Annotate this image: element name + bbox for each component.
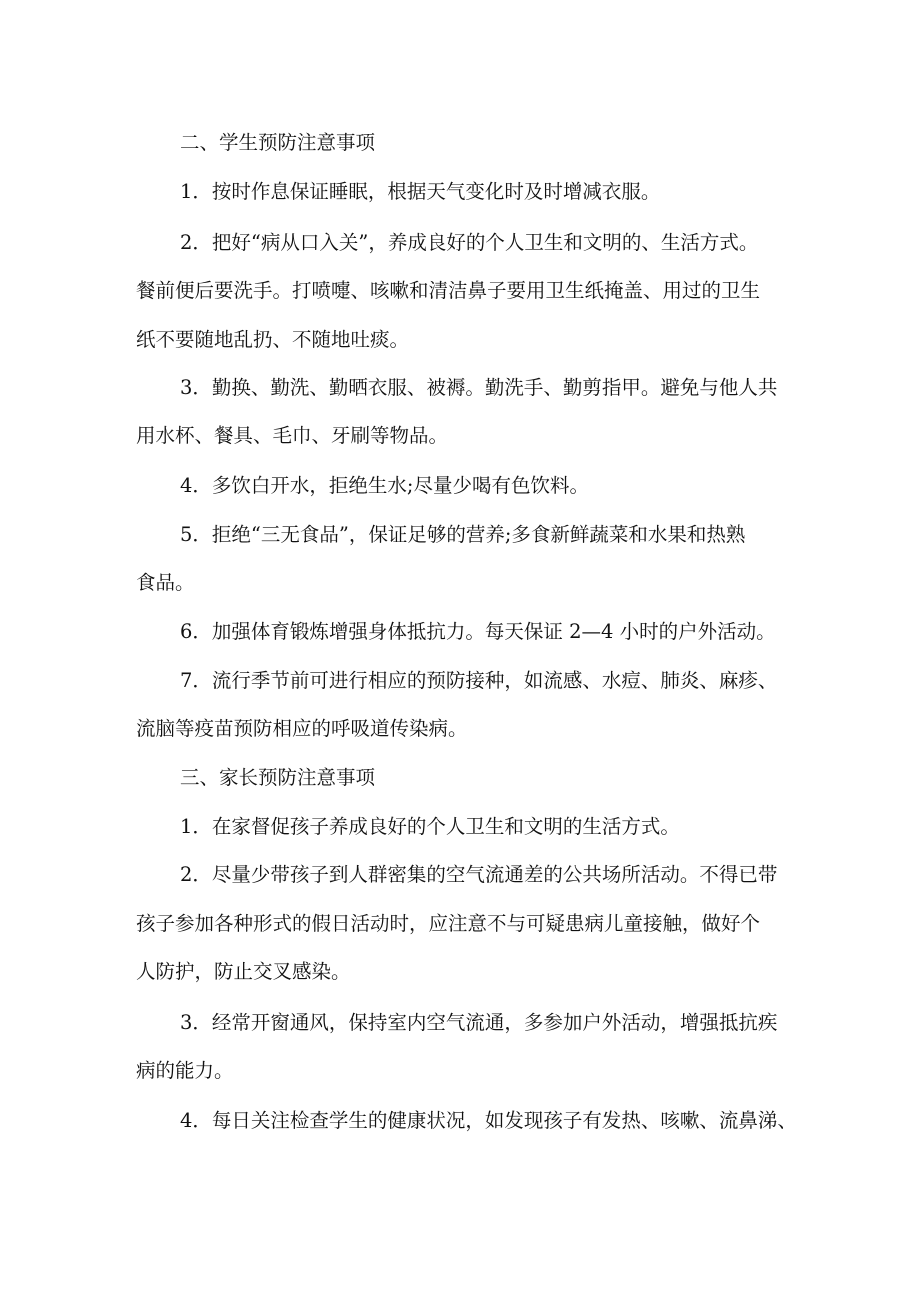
section-heading-students: 二、学生预防注意事项 [180,131,376,154]
paragraph-line: 2．尽量少带孩子到人群密集的空气流通差的公共场所活动。不得已带 [180,863,778,886]
paragraph-line: 4．每日关注检查学生的健康状况，如发现孩子有发热、咳嗽、流鼻涕、 [180,1109,797,1132]
paragraph-line: 3．经常开窗通风，保持室内空气流通，多参加户外活动，增强抵抗疾 [180,1011,778,1034]
paragraph-line: 5．拒绝“三无食品”，保证足够的营养;多食新鲜蔬菜和水果和热熟 [180,523,746,546]
section-heading-parents: 三、家长预防注意事项 [180,766,376,789]
paragraph-line: 2．把好“病从口入关”，养成良好的个人卫生和文明的、生活方式。 [180,231,759,254]
paragraph-line: 食品。 [136,571,195,594]
paragraph-line: 病的能力。 [136,1059,234,1082]
paragraph-line: 6．加强体育锻炼增强身体抵抗力。每天保证 2—4 小时的户外活动。 [180,620,776,643]
paragraph-line: 1．在家督促孩子养成良好的个人卫生和文明的生活方式。 [180,815,680,838]
paragraph-line: 1．按时作息保证睡眠，根据天气变化时及时增减衣服。 [180,180,661,203]
paragraph-line: 7．流行季节前可进行相应的预防接种，如流感、水痘、肺炎、麻疹、 [180,669,778,692]
paragraph-line: 人防护，防止交叉感染。 [136,960,351,983]
paragraph-line: 用水杯、餐具、毛巾、牙刷等物品。 [136,424,449,447]
paragraph-line: 4．多饮白开水，拒绝生水;尽量少喝有色饮料。 [180,474,589,497]
paragraph-line: 3．勤换、勤洗、勤晒衣服、被褥。勤洗手、勤剪指甲。避免与他人共 [180,376,778,399]
paragraph-line: 孩子参加各种形式的假日活动时，应注意不与可疑患病儿童接触，做好个 [136,912,761,935]
paragraph-line: 流脑等疫苗预防相应的呼吸道传染病。 [136,717,468,740]
paragraph-line: 纸不要随地乱扔、不随地吐痰。 [136,328,410,351]
paragraph-line: 餐前便后要洗手。打喷嚏、咳嗽和清洁鼻子要用卫生纸掩盖、用过的卫生 [136,279,761,302]
